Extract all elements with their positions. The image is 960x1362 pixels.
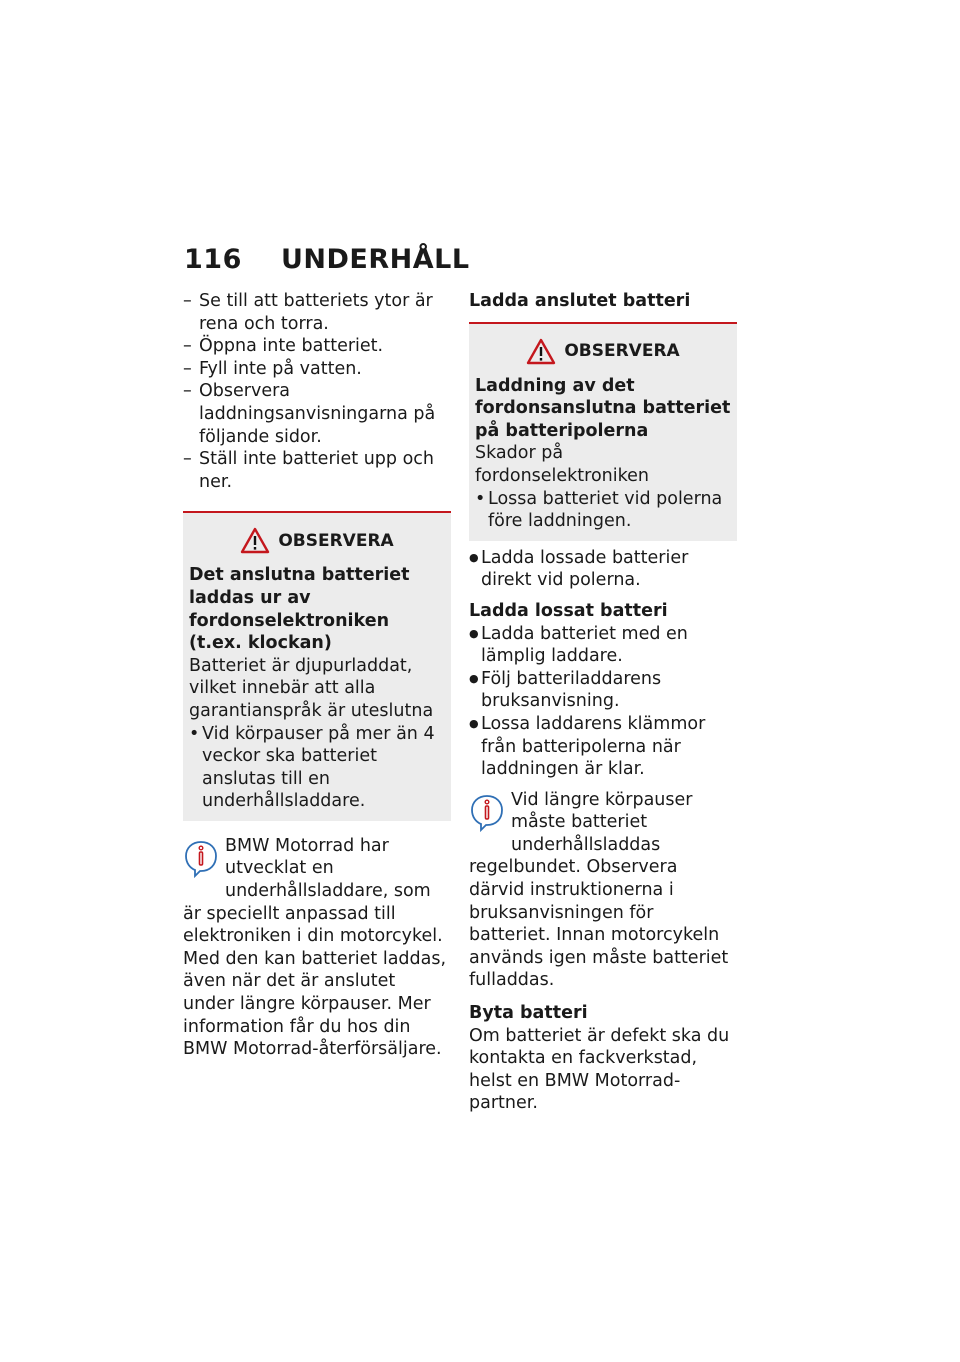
list-item: – Öppna inte batteriet. xyxy=(183,335,451,358)
page-number: 116 xyxy=(184,244,242,275)
heading-replace: Byta batteri xyxy=(469,1003,588,1024)
section-title: UNDERHÅLL xyxy=(281,244,470,275)
notice-header xyxy=(189,527,445,554)
notice-label: OBSERVERA xyxy=(564,340,680,361)
precaution-list xyxy=(183,290,451,493)
notice-header xyxy=(475,338,731,365)
list-item: • Vid körpauser på mer än 4 veckor ska batteriet anslutas till en underhållsladdare. xyxy=(189,723,445,813)
info-text: BMW Motorrad har utvecklat en underhållsladdare, som är speciellt anpassad till elektroniken i din motorcykel. Med den kan batteriet laddas, även när det är anslutet under längre körpauser. Mer information får du hos din BMW Motorrad-återförsäljare. xyxy=(183,835,447,1060)
notice-box xyxy=(183,511,451,821)
notice-body: Skador på fordonselektroniken xyxy=(475,443,650,486)
info-note xyxy=(183,835,451,1061)
notice-title: Det anslutna batteriet laddas ur av fordonselektroniken (t.ex. klockan) xyxy=(189,565,410,654)
info-note xyxy=(469,789,737,992)
info-icon xyxy=(469,793,505,837)
heading-loose: Ladda lossat batteri xyxy=(469,600,668,621)
left-column xyxy=(183,290,451,1061)
list-item: • Lossa batteriet vid polerna före laddningen. xyxy=(475,488,731,533)
warning-triangle-icon xyxy=(240,527,270,554)
page-header xyxy=(184,244,470,275)
replace-text: Om batteriet är defekt ska du kontakta en fackverkstad, helst en BMW Motorrad-partner. xyxy=(469,1025,730,1114)
list-item: – Fyll inte på vatten. xyxy=(183,358,451,381)
notice-bullets xyxy=(475,488,731,533)
notice-title: Laddning av det fordonsanslutna batteriet på batteripolerna xyxy=(475,375,731,441)
warning-triangle-icon xyxy=(526,338,556,365)
list-item: ● Ladda batteriet med en lämplig laddare. xyxy=(469,623,737,668)
list-item: ● Följ batteriladdarens bruksanvisning. xyxy=(469,668,737,713)
info-text: Vid längre körpauser måste batteriet underhållsladdas regelbundet. Observera därvid instruktionerna i bruksanvisningen för batteriet. Innan motorcykeln används igen måste batteriet fulladdas. xyxy=(469,789,729,991)
heading-connected: Ladda anslutet batteri xyxy=(469,291,691,311)
loose-bullets xyxy=(469,623,737,781)
list-item: – Se till att batteriets ytor är rena och torra. xyxy=(183,290,451,335)
connected-bullets xyxy=(469,547,737,592)
list-item: ● Ladda lossade batterier direkt vid polerna. xyxy=(469,547,737,592)
info-icon xyxy=(183,839,219,883)
notice-box xyxy=(469,322,737,541)
list-item: – Ställ inte batteriet upp och ner. xyxy=(183,448,451,493)
right-column xyxy=(469,290,737,1115)
notice-label: OBSERVERA xyxy=(278,530,394,551)
notice-body: Batteriet är djupurladdat, vilket innebär att alla garantianspråk är uteslutna xyxy=(189,655,434,721)
list-item: – Observera laddningsanvisningarna på följande sidor. xyxy=(183,380,451,448)
list-item: ● Lossa laddarens klämmor från batteripolerna när laddningen är klar. xyxy=(469,713,737,781)
notice-bullets xyxy=(189,723,445,813)
